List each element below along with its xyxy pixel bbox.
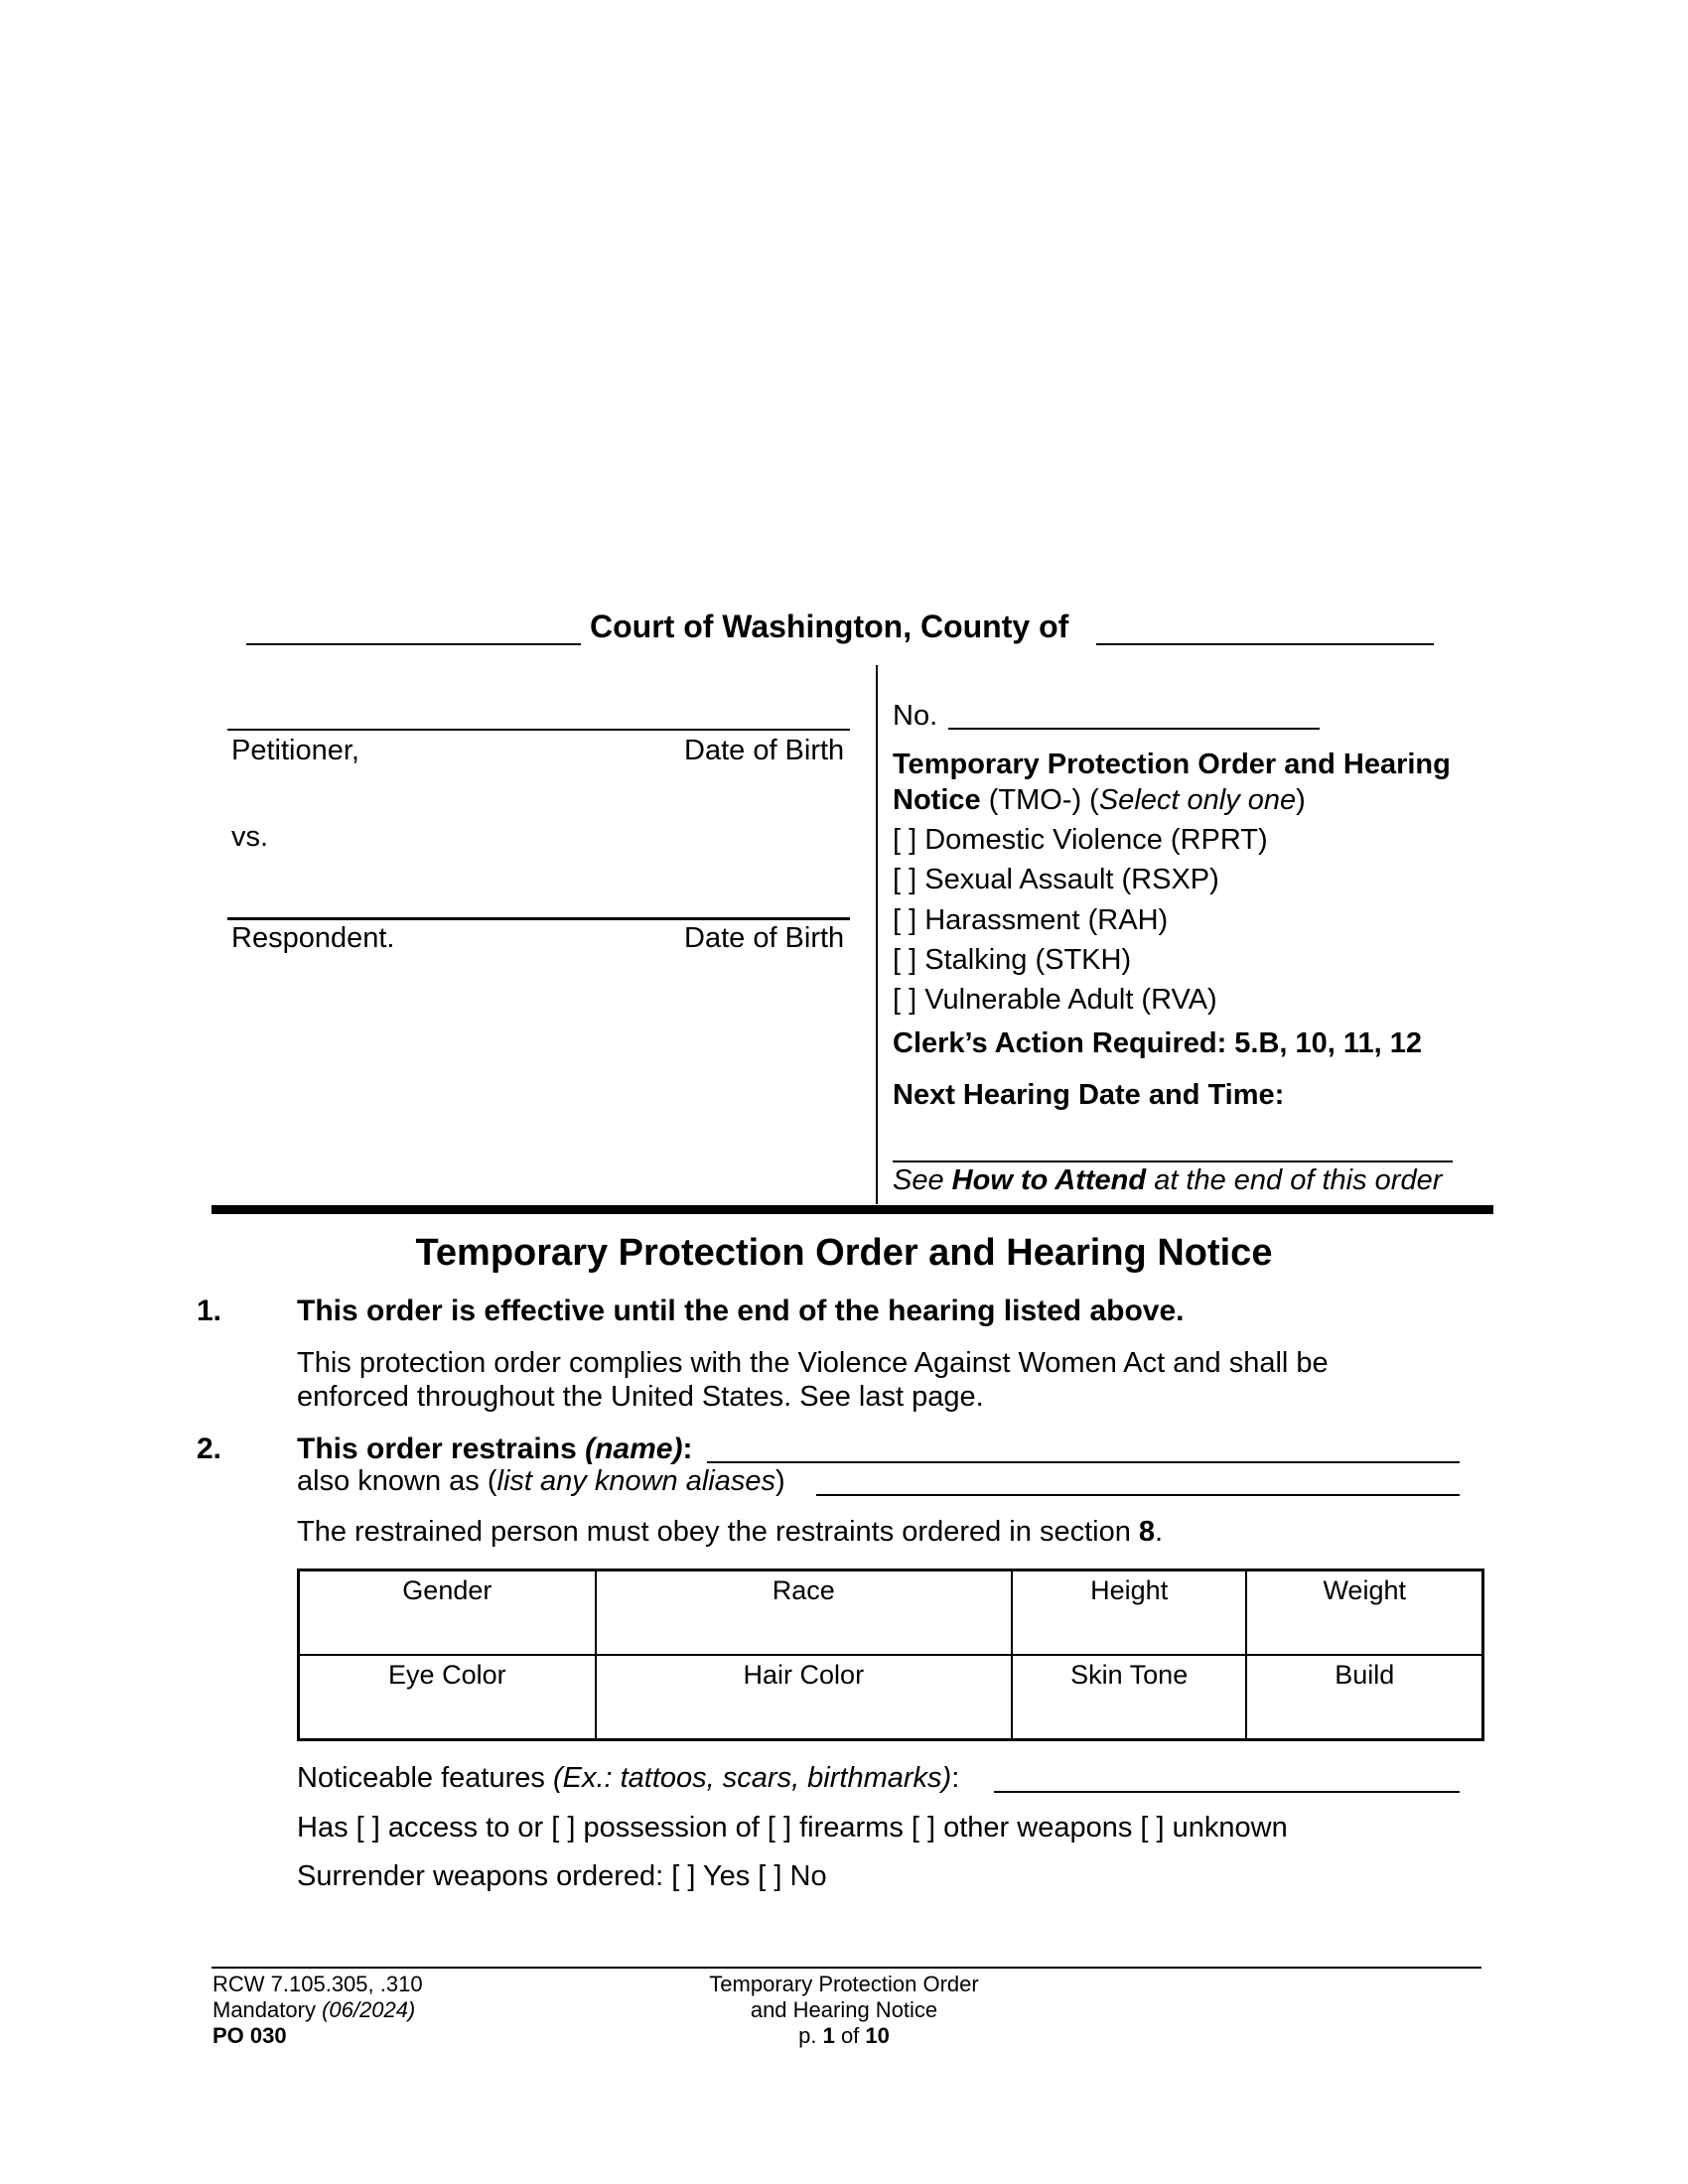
section-ref: 8 — [1138, 1516, 1156, 1548]
description-table — [297, 1569, 1484, 1741]
checkbox[interactable]: [ ] — [893, 984, 917, 1016]
type-option-stalking[interactable] — [893, 944, 1131, 977]
type-option-dv[interactable] — [893, 824, 1268, 857]
court-title: Court of Washington, County of — [590, 609, 1069, 644]
name-hint: (name) — [585, 1433, 683, 1465]
revision-date: (06/2024) — [322, 1997, 416, 2022]
petitioner-name-line[interactable] — [227, 729, 850, 731]
mandatory-text: Mandatory — [212, 1997, 316, 2022]
order-title-line2 — [893, 784, 1306, 817]
case-no-blank[interactable] — [948, 728, 1320, 730]
order-title-code: (TMO-) — [988, 784, 1082, 816]
colon: : — [682, 1433, 693, 1465]
respondent-label: Respondent. — [231, 922, 395, 954]
aka-hint: list any known aliases — [496, 1465, 775, 1497]
table-row — [299, 1655, 1483, 1740]
weight-cell[interactable]: Weight — [1246, 1570, 1482, 1656]
section1-heading: This order is effective until the end of the hearing listed above. — [297, 1295, 1185, 1327]
footer-rcw: RCW 7.105.305, .310 — [212, 1972, 423, 1996]
features-text: Noticeable features — [297, 1762, 545, 1794]
footer-title-line1: Temporary Protection Order — [709, 1972, 979, 1996]
restrained-name-blank[interactable] — [707, 1461, 1460, 1463]
type-label: Domestic Violence (RPRT) — [924, 824, 1268, 856]
footer-form-no: PO 030 — [212, 2023, 287, 2048]
next-hearing-label: Next Hearing Date and Time: — [893, 1079, 1285, 1111]
page-title: Temporary Protection Order and Hearing Notice — [415, 1232, 1273, 1274]
footer-rule — [211, 1967, 1481, 1969]
features-blank[interactable] — [994, 1791, 1460, 1793]
skin-tone-cell[interactable]: Skin Tone — [1012, 1655, 1246, 1740]
height-cell[interactable]: Height — [1012, 1570, 1246, 1656]
paren: ) — [775, 1465, 785, 1497]
court-name-blank[interactable] — [246, 643, 581, 645]
page-number: 1 — [822, 2023, 835, 2048]
county-blank[interactable] — [1096, 643, 1434, 645]
build-cell[interactable]: Build — [1246, 1655, 1482, 1740]
surrender-line[interactable]: Surrender weapons ordered: [ ] Yes [ ] No — [297, 1860, 827, 1892]
page-prefix: p. — [798, 2023, 817, 2048]
restrains-label — [297, 1433, 692, 1466]
vs-label: vs. — [231, 821, 269, 853]
type-label: Harassment (RAH) — [924, 904, 1169, 936]
page-of: of — [840, 2023, 860, 2048]
checkbox[interactable]: [ ] — [893, 944, 917, 976]
type-option-sa[interactable] — [893, 864, 1219, 896]
colon: : — [951, 1762, 960, 1794]
section2-number: 2. — [197, 1433, 222, 1465]
how-to-attend-link: How to Attend — [951, 1164, 1147, 1196]
case-no-label: No. — [893, 700, 938, 732]
aka-label — [297, 1465, 785, 1498]
see-prefix: See — [893, 1164, 944, 1196]
footer-page — [635, 2023, 1053, 2049]
obey-sentence: The restrained person must obey the restraints ordered in section — [297, 1516, 1131, 1548]
features-hint: (Ex.: tattoos, scars, birthmarks) — [552, 1762, 952, 1794]
type-option-harassment[interactable] — [893, 904, 1168, 937]
respondent-name-line[interactable] — [227, 917, 850, 920]
select-instruction: Select only one — [1098, 784, 1297, 816]
respondent-dob-label: Date of Birth — [684, 922, 845, 954]
aka-text: also known as — [297, 1465, 480, 1497]
order-title-notice: Notice — [893, 784, 981, 816]
type-option-vulnerable-adult[interactable] — [893, 984, 1217, 1017]
race-cell[interactable]: Race — [596, 1570, 1012, 1656]
section1-number: 1. — [197, 1295, 222, 1327]
how-to-attend-note — [893, 1164, 1442, 1197]
next-hearing-blank[interactable] — [893, 1160, 1453, 1162]
see-suffix: at the end of this order — [1154, 1164, 1443, 1196]
paren: ( — [487, 1465, 497, 1497]
section1-body-line2: enforced throughout the United States. See last page. — [297, 1381, 984, 1413]
caption-divider — [876, 665, 878, 1204]
gender-cell[interactable]: Gender — [299, 1570, 596, 1656]
clerk-action: Clerk’s Action Required: 5.B, 10, 11, 12 — [893, 1027, 1422, 1059]
type-label: Sexual Assault (RSXP) — [924, 864, 1219, 895]
footer-title-line2: and Hearing Notice — [750, 1997, 938, 2022]
checkbox[interactable]: [ ] — [893, 864, 917, 895]
select-paren-close: ) — [1296, 784, 1306, 816]
footer-mandatory — [212, 1997, 415, 2023]
type-label: Vulnerable Adult (RVA) — [924, 984, 1217, 1016]
hair-color-cell[interactable]: Hair Color — [596, 1655, 1012, 1740]
table-row — [299, 1570, 1483, 1656]
section1-body-line1: This protection order complies with the Violence Against Women Act and shall be — [297, 1347, 1329, 1379]
order-title-line1: Temporary Protection Order and Hearing — [893, 749, 1451, 780]
caption-bottom-rule — [211, 1205, 1493, 1214]
aka-blank[interactable] — [816, 1494, 1460, 1496]
obey-text — [297, 1516, 1163, 1549]
petitioner-dob-label: Date of Birth — [684, 735, 845, 766]
type-label: Stalking (STKH) — [924, 944, 1132, 976]
weapons-line[interactable]: Has [ ] access to or [ ] possession of [ ] firearms [ ] other weapons [ ] unknown — [297, 1812, 1288, 1843]
petitioner-label: Petitioner, — [231, 735, 359, 766]
page-total: 10 — [865, 2023, 890, 2048]
checkbox[interactable]: [ ] — [893, 824, 917, 856]
features-label — [297, 1762, 959, 1795]
select-paren-open: ( — [1089, 784, 1099, 816]
eye-color-cell[interactable]: Eye Color — [299, 1655, 596, 1740]
checkbox[interactable]: [ ] — [893, 904, 917, 936]
restrains-text: This order restrains — [297, 1433, 577, 1465]
period: . — [1155, 1516, 1164, 1548]
